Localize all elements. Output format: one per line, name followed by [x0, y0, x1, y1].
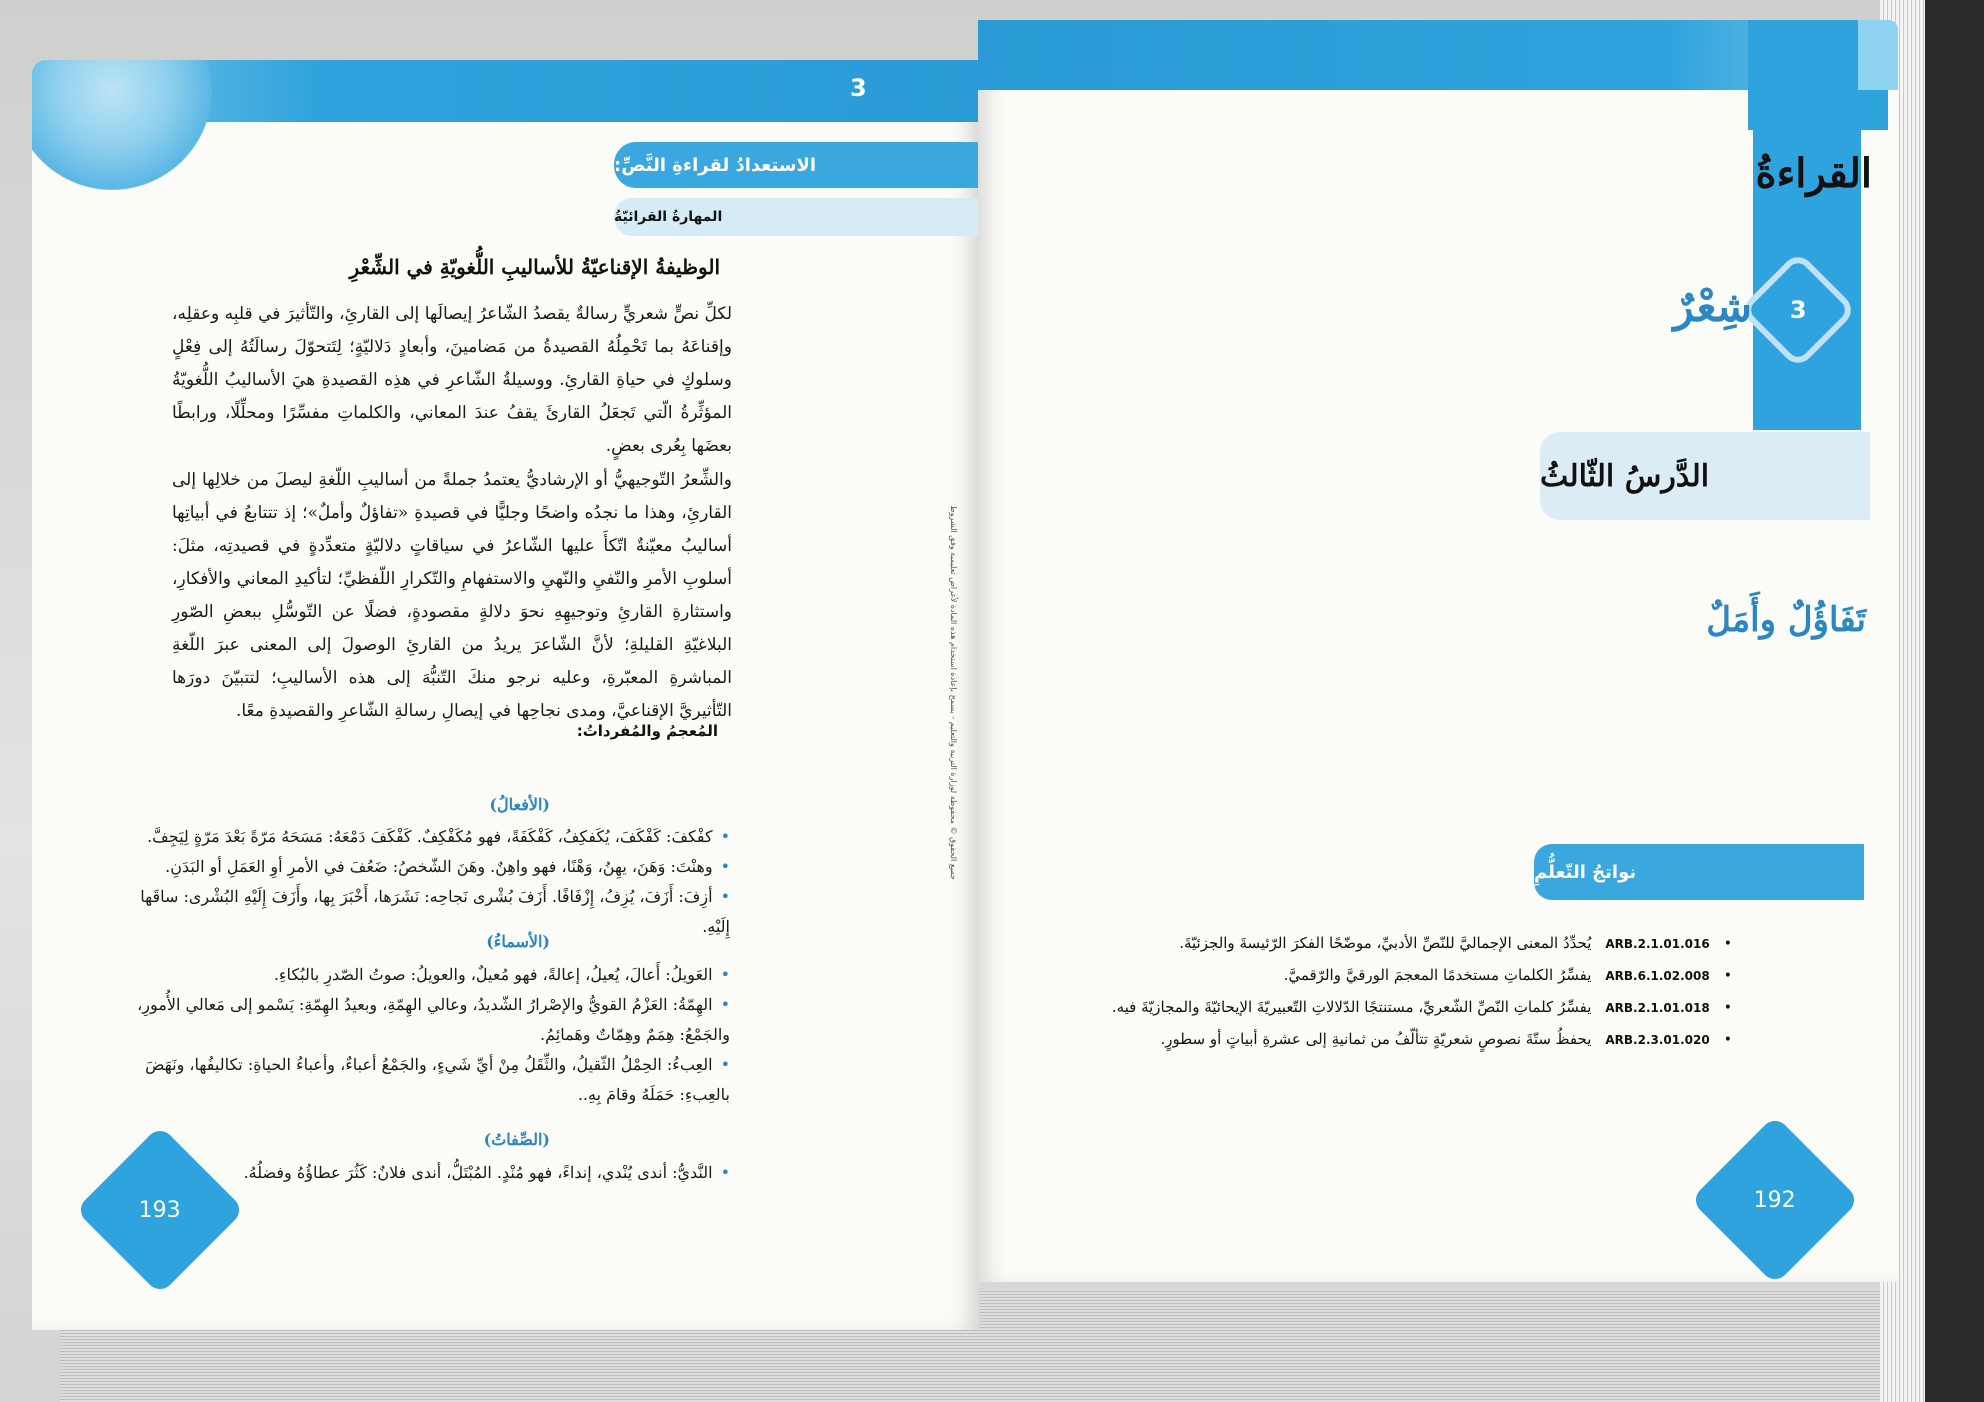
outcome-code: ARB.6.1.02.008 — [1605, 969, 1710, 983]
nouns-list — [130, 960, 730, 1110]
reading-prep-heading: الاستعدادُ لقراءةِ النَّصِّ: — [614, 142, 980, 188]
section-title: الوظيفةُ الإقناعيّةُ للأساليبِ اللُّغويّةِ في الشِّعْرِ — [349, 255, 720, 279]
bullet-icon: • — [1723, 1032, 1732, 1048]
verb-entry: أزِفَ: أَزَفَ، يُزِفُ، إِزْفَافًا. أَزَفَ بُشْرى نَجاحِه: نَشَرَها، أَخْبَرَ بِها، وأَزَفَ إِلَيْهِ البُشْرى: ساقَها إِلَيْهِ. — [140, 887, 730, 936]
scanner-dark-edge — [1925, 0, 1984, 1402]
reading-title: القراءةُ — [1755, 150, 1872, 197]
outcome-item — [1160, 1030, 1732, 1048]
noun-entry: العَويلُ: أَعالَ، يُعيلُ، إعالةً، فهو مُعيلٌ، والعويلُ: صوتُ الصّدرِ بالبُكاءِ. — [273, 965, 713, 984]
outcome-item — [1284, 966, 1732, 984]
paragraph-1: لكلِّ نصٍّ شعريٍّ رسالةٌ يقصدُ الشّاعرُ إيصالَها إلى القارئِ، والتّأثيرَ في قلبِه وعقلِه، وإقناعَهُ بما تَحْمِلُهُ القصيدةُ من مَضامينَ، وأبعادٍ دَلاليّةٍ؛ لِتَتحوّلَ رسالَتُهُ إلى فِعْلٍ وسلوكٍ في حياةِ القارئِ. ووسيلةُ الشّاعرِ في هذِه القصيدةِ هيَ الأساليبُ اللُّغويّةُ المؤثِّرةُ الّتي تَجعَلُ القارئَ يقفُ عندَ المعاني، والكلماتِ مفسِّرًا ومحلِّلًا، ورابطًا بعضَها بِعُرى بعضٍ. — [172, 304, 732, 456]
list-item — [130, 1050, 730, 1110]
verb-entry: وهنْتَ: وَهَنَ، يهِنُ، وَهْنًا، فهو واهِنٌ. وهَنَ الشّخصُ: ضَعُفَ في الأمرِ أوِ العَمَلِ أو البَدَنِ. — [165, 857, 713, 876]
outcome-text: يفسِّرُ الكلماتِ مستخدمًا المعجمَ الورقيَّ والرّقميَّ. — [1283, 966, 1592, 984]
unit-number: 3 — [1789, 295, 1807, 324]
nouns-label: (الأسماءُ) — [486, 932, 550, 951]
outcome-code: ARB.2.3.01.020 — [1605, 1033, 1710, 1047]
copyright-note: جميع الحقوق © محفوظة لوزارة التربية والتعليم - يسمح بإعادة استخدام هذه المادة لأغراض تعليمية وفق الشروط — [949, 505, 958, 880]
verbs-label: (الأفعالُ) — [489, 795, 550, 814]
noun-entry: العِبءُ: الحِمْلُ الثّقيلُ، والثِّقَلُ مِنْ أيِّ شَيءٍ، والجَمْعُ أعباءٌ، وأعباءُ الحياةِ: تكاليفُها، ونَهَضَ بالعِبءِ: حَمَلَهُ وقامَ بِهِ.. — [145, 1055, 730, 1104]
bullet-icon: • — [1723, 936, 1732, 952]
bullet-icon: • — [1723, 1000, 1732, 1016]
adjective-entry: النَّديُّ: أندى يُنْدي، إنداءً، فهو مُنْدٍ. المُبْتَلُّ، أندى فلانٌ: كَثُرَ عطاؤُهُ وفضلُهُ. — [243, 1163, 713, 1182]
outcome-code: ARB.2.1.01.018 — [1605, 1001, 1710, 1015]
bullet-icon: • — [720, 1163, 730, 1182]
list-item — [130, 1158, 730, 1188]
bullet-icon: • — [720, 827, 730, 846]
reading-skill-subheading: المهارةُ القرائيّةُ — [614, 198, 980, 236]
lexicon-heading: المُعجمُ والمُفرداتُ: — [576, 722, 718, 740]
outcome-text: يحفظُ ستّةَ نصوصٍ شعريّةٍ تتألّفُ من ثمانيةِ إلى عشرةِ أبياتٍ أو سطورٍ. — [1160, 1030, 1592, 1048]
poetry-label: شِعْرٌ — [1673, 282, 1752, 331]
list-item — [130, 852, 730, 882]
outcome-code: ARB.2.1.01.016 — [1605, 937, 1710, 951]
decorative-circle — [32, 60, 212, 190]
list-item — [130, 960, 730, 990]
top-band-corner — [1858, 20, 1898, 90]
lesson-title: تَفَاؤُلٌ وأَمَلٌ — [1706, 600, 1866, 640]
verb-entry: كفْكفَ: كَفْكَفَ، يُكَفكِفُ، كَفْكَفَةً، فهو مُكَفْكِفٌ. كَفْكَفَ دَمْعَهُ: مَسَحَهُ مَرّةً بَعْدَ مَرّةٍ لِيَجِفَّ. — [147, 827, 713, 846]
list-item — [130, 990, 730, 1050]
paragraph-2: والشِّعرُ التّوجيهيُّ أو الإرشاديُّ يعتمدُ جملةً من أساليبِ اللّغةِ ليصلَ من خلالِها إلى القارئِ، وهذا ما نجدُه واضحًا وجليًّا في قصيدةِ «تفاؤلٌ وأملٌ»؛ إذ تتتابعُ في أبياتِها أساليبُ معيّنةٌ اتّكأَ عليها الشّاعرُ في سياقاتٍ دلاليّةٍ متعدِّدةٍ في قصيدتِه، مثلَ: أسلوبِ الأمرِ والنّفيِ والنّهيِ والاستفهامِ والتّكرارِ اللّفظيِّ؛ لتأكيدِ المعاني والأفكارِ، واستثارةِ القارئِ وتوجيهِهِ نحوَ دلالةٍ مقصودةٍ، فضلًا عن التّوسُّلِ ببعضِ الصّورِ البلاغيّةِ القليلةِ؛ لأنَّ الشّاعرَ يريدُ من القارئِ الوصولَ إلى المعنى عبرَ اللّغةِ المباشرةِ المعبّرةِ، وعليه نرجو منكَ التّنبُّهَ إلى هذه الأساليبِ؛ لتتبيّنَ دورَها التّأثيريَّ الإقناعيَّ، ومدى نجاحِها في إيصالِ رسالةِ الشّاعرِ والقصيدةِ معًا. — [172, 470, 732, 721]
outcome-item — [1112, 998, 1732, 1016]
adjectives-label: (الصِّفاتُ) — [483, 1130, 550, 1149]
outcome-text: يُحدِّدُ المعنى الإجماليَّ للنّصِّ الأدبيِّ، موضّحًا الفكرَ الرّئيسةَ والجزئيّةَ. — [1179, 934, 1592, 952]
lesson-label: الدَّرسُ الثّالثُ — [1540, 432, 1870, 520]
unit-number: 3 — [850, 74, 867, 102]
list-item — [130, 822, 730, 852]
page-number-left: 193 — [139, 1197, 181, 1223]
page-number-right: 192 — [1754, 1187, 1796, 1213]
learning-outcomes-heading: نواتجُ التّعلُّمِ — [1534, 844, 1864, 900]
bullet-icon: • — [720, 1055, 730, 1074]
outcome-item — [1179, 934, 1732, 952]
verbs-list — [130, 822, 730, 942]
bullet-icon: • — [720, 965, 730, 984]
bullet-icon: • — [720, 887, 730, 906]
adjectives-list — [130, 1158, 730, 1188]
bullet-icon: • — [1723, 968, 1732, 984]
outcome-text: يفسِّرُ كلماتِ النّصِّ الشّعريِّ، مستنتجًا الدّلالاتِ التّعبيريّةَ الإيحائيّةَ والمجازيّةَ فيه. — [1111, 998, 1592, 1016]
bullet-icon: • — [720, 995, 730, 1014]
bullet-icon: • — [720, 857, 730, 876]
noun-entry: الهِمّةُ: العَزْمُ القويُّ والإصْرارُ الشّديدُ، وعالي الهِمّةِ، وبعيدُ الهِمّةِ: يَسْمو إلى مَعالي الأُمورِ، والجَمْعُ: هِمَمٌ وهِمّاتٌ وهَمائِمُ. — [137, 995, 730, 1044]
list-item — [130, 882, 730, 942]
